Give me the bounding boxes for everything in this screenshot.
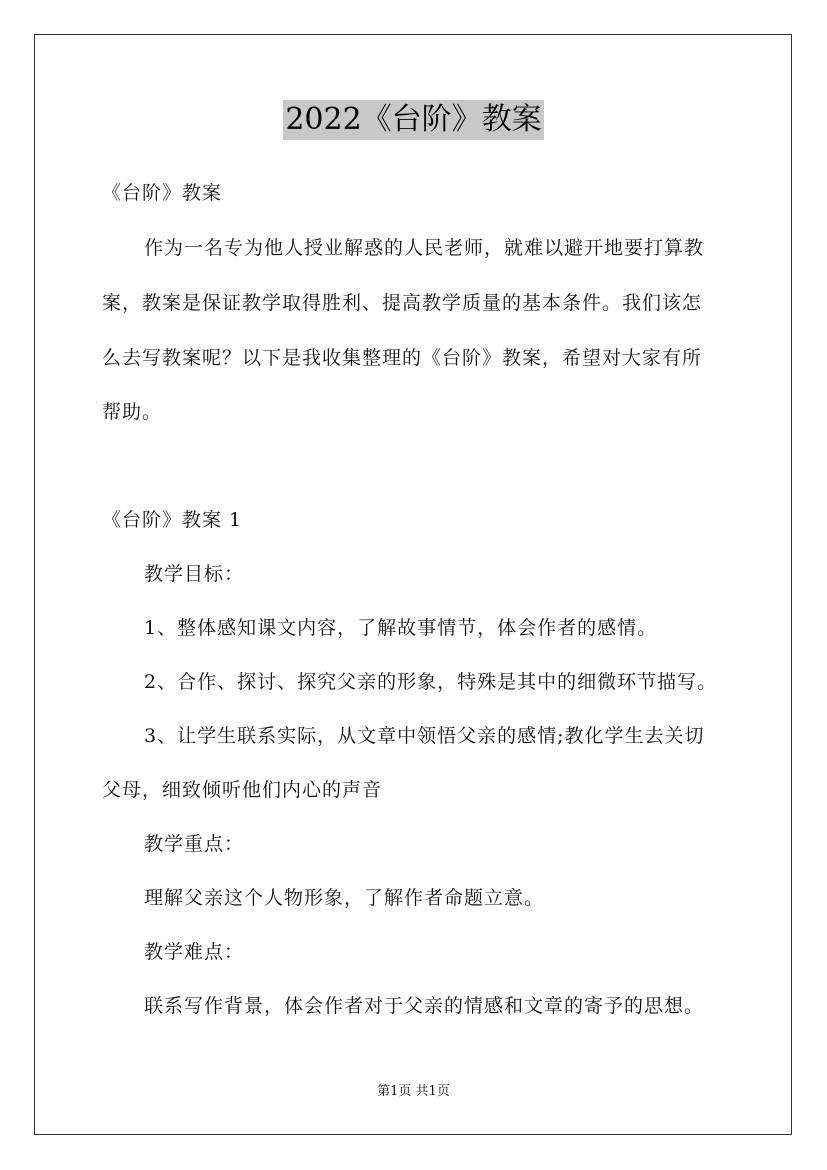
- goal-item-continuation: 父母，细致倾听他们内心的声音: [102, 779, 383, 801]
- difficulty-label: 教学难点：: [144, 941, 245, 963]
- goal-item: 1、整体感知课文内容，了解故事情节，体会作者的感情。: [144, 617, 658, 639]
- page-footer: 第1页 共1页: [377, 1084, 450, 1099]
- goal-item: 3、让学生联系实际，从文章中领悟父亲的感情;教化学生去关切: [144, 725, 705, 747]
- teaching-goals-label: 教学目标：: [144, 563, 245, 585]
- key-points-text: 理解父亲这个人物形象，了解作者命题立意。: [144, 887, 545, 909]
- intro-line: 么去写教案呢？以下是我收集整理的《台阶》教案，希望对大家有所: [102, 347, 703, 369]
- title-container: [0, 100, 827, 140]
- document-title: 2022《台阶》教案: [283, 100, 543, 140]
- intro-line: 作为一名专为他人授业解惑的人民老师，就难以避开地要打算教: [144, 237, 705, 259]
- key-points-label: 教学重点：: [144, 833, 245, 855]
- intro-line: 案，教案是保证教学取得胜利、提高教学质量的基本条件。我们该怎: [102, 292, 703, 314]
- document-subtitle: 《台阶》教案: [102, 182, 223, 204]
- intro-line: 帮助。: [102, 401, 163, 423]
- section-title: 《台阶》教案 1: [102, 509, 243, 531]
- difficulty-text: 联系写作背景，体会作者对于父亲的情感和文章的寄予的思想。: [144, 995, 705, 1017]
- goal-item: 2、合作、探讨、探究父亲的形象，特殊是其中的细微环节描写。: [144, 671, 718, 693]
